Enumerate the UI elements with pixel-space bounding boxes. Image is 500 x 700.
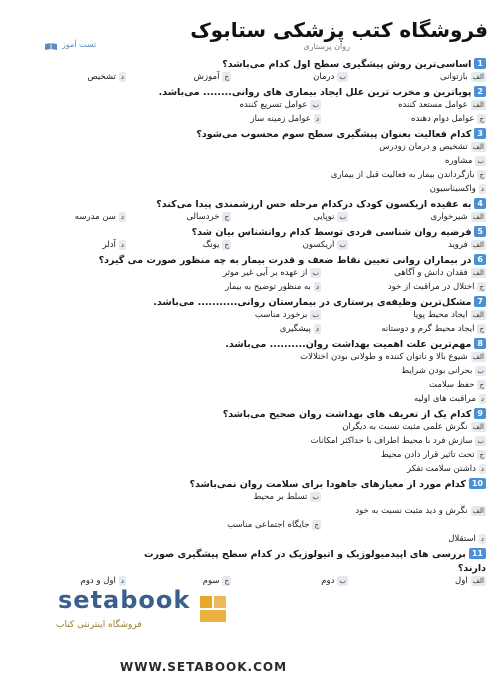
- question-list: [12, 58, 486, 590]
- options-row: [12, 240, 486, 254]
- options-row: [12, 72, 486, 86]
- question-6: [12, 254, 486, 268]
- option-d[interactable]: د آدلر: [102, 240, 124, 250]
- option-a[interactable]: الف شیرخواری: [430, 212, 484, 222]
- option-d[interactable]: د اول و دوم: [80, 576, 124, 586]
- question-text: اساسی‌ترین روش پیشگیری سطح اول کدام می‌باشد؟: [222, 59, 472, 70]
- option-a[interactable]: الف فقدان دانش و آگاهی: [394, 268, 484, 278]
- question-text: بررسی های اپیدمیولوژیک و اتیولوژیک در کدام سطح پیشگیری صورت: [143, 549, 466, 560]
- option-d[interactable]: د واکسیناسیون: [429, 184, 484, 194]
- option-d[interactable]: د سن مدرسه: [74, 212, 124, 222]
- option-a[interactable]: الف اول: [455, 576, 484, 586]
- option-d[interactable]: د پیشگیری: [279, 324, 319, 334]
- option-b[interactable]: ب مشاوره: [445, 156, 484, 166]
- option-b[interactable]: ب درمان: [313, 72, 346, 82]
- option-b[interactable]: ب سازش فرد با محیط اطراف با حداکثر امکانات: [310, 436, 484, 446]
- option-b[interactable]: ب از عهده بر آیی غیر موثر: [222, 268, 319, 278]
- options-row: [12, 324, 486, 338]
- question-7: [12, 296, 486, 310]
- question-number: 7: [474, 296, 486, 307]
- option-c[interactable]: ج حفظ سلامت: [429, 380, 484, 390]
- option-b[interactable]: ب نوپایی: [313, 212, 346, 222]
- page-header: [0, 0, 500, 56]
- question-text: کدام مورد از معیارهای جاهودا برای سلامت روان نمی‌باشد؟: [189, 479, 466, 490]
- option-a[interactable]: الف تشخیص و درمان زودرس: [379, 142, 484, 152]
- option-d[interactable]: د داشتن سلامت تفکر: [407, 464, 484, 474]
- question-11-continued: دارند؟: [457, 563, 486, 574]
- options-row: [12, 520, 486, 534]
- options-row: [12, 114, 486, 128]
- option-b[interactable]: ب دوم: [321, 576, 346, 586]
- question-number: 8: [474, 338, 486, 349]
- question-number: 11: [469, 548, 486, 559]
- option-a[interactable]: الف بازتوانی: [440, 72, 484, 82]
- question-number: 10: [469, 478, 486, 489]
- watermark-name: setabook: [58, 586, 191, 614]
- option-c[interactable]: ج عوامل دوام دهنده: [410, 114, 484, 124]
- page-title: فروشگاه کتب پزشکی ستابوک: [190, 18, 488, 42]
- question-11: [12, 548, 486, 562]
- question-3: [12, 128, 486, 142]
- question-text: کدام فعالیت بعنوان پیشگیری سطح سوم محسوب می‌شود؟: [196, 129, 472, 140]
- question-text: پویاترین و مخرب ترین علل ایجاد بیماری های روانی........ می‌باشد.: [158, 87, 472, 98]
- option-b[interactable]: ب برخورد مناسب: [254, 310, 319, 320]
- option-d[interactable]: د تشخیص: [87, 72, 124, 82]
- option-c[interactable]: ج اختلال در مراقبت از خود: [387, 282, 484, 292]
- question-10: [12, 478, 486, 492]
- question-text: مشکل‌ترین وظیفه‌ی پرستاری در بیمارستان روانی........... می‌باشد.: [153, 297, 472, 308]
- question-2: [12, 86, 486, 100]
- question-number: 5: [474, 226, 486, 237]
- option-d[interactable]: د عوامل زمینه ساز: [250, 114, 319, 124]
- option-a[interactable]: الف عوامل مستعد کننده: [398, 100, 484, 110]
- option-a[interactable]: الف ایجاد محیط پویا: [413, 310, 484, 320]
- option-c[interactable]: ج آموزش: [193, 72, 229, 82]
- option-b[interactable]: ب تسلط بر محیط: [253, 492, 319, 502]
- option-d[interactable]: د استقلال: [448, 534, 484, 544]
- question-number: 2: [474, 86, 486, 97]
- options-row: [12, 310, 486, 324]
- option-b[interactable]: ب اریکسون: [302, 240, 346, 250]
- question-9: [12, 408, 486, 422]
- option-c[interactable]: ج خردسالی: [186, 212, 229, 222]
- page-subtitle: روان پرستاری: [303, 42, 350, 51]
- option-a[interactable]: الف شیوع بالا و ناتوان کننده و طولانی بودن اختلالات: [300, 352, 484, 362]
- question-number: 6: [474, 254, 486, 265]
- question-8: [12, 338, 486, 352]
- option-c[interactable]: ج یونگ: [202, 240, 229, 250]
- watermark-tagline: فروشگاه اینترنتی کتاب: [56, 620, 142, 630]
- options-row: [12, 282, 486, 296]
- question-4: [12, 198, 486, 212]
- question-5: [12, 226, 486, 240]
- option-c[interactable]: ج بازگرداندن بیمار به فعالیت قبل از بیماری: [330, 170, 484, 180]
- question-number: 3: [474, 128, 486, 139]
- question-number: 1: [474, 58, 486, 69]
- question-text: فرضیه روان شناسی فردی توسط کدام روانشناس بیان شد؟: [191, 227, 472, 238]
- option-c[interactable]: ج سوم: [202, 576, 229, 586]
- option-a[interactable]: الف نگرش و دید مثبت نسبت به خود: [355, 506, 484, 516]
- question-text: کدام یک از تعریف های بهداشت روان صحیح می‌باشد؟: [222, 409, 472, 420]
- option-d[interactable]: د به منظور توضیح به بیمار: [225, 282, 319, 292]
- option-a[interactable]: الف فروید: [447, 240, 484, 250]
- question-number: 4: [474, 198, 486, 209]
- option-b[interactable]: ب عوامل تسریع کننده: [239, 100, 319, 110]
- question-number: 9: [474, 408, 486, 419]
- option-b[interactable]: ب بحرانی بودن شرایط: [401, 366, 484, 376]
- option-c[interactable]: ج ایجاد محیط گرم و دوستانه: [381, 324, 484, 334]
- question-text: به عقیده اریکسون کودک درکدام مرحله حس ارزشمندی پیدا می‌کند؟: [156, 199, 472, 210]
- question-text: مهم‌ترین علت اهمیت بهداشت روان.......... می‌باشد.: [225, 339, 472, 350]
- option-a[interactable]: الف نگرش علمی مثبت نسبت به دیگران: [342, 422, 484, 432]
- book-icon: [44, 42, 58, 51]
- options-row: [12, 212, 486, 226]
- option-d[interactable]: د مراقبت های اولیه: [413, 394, 484, 404]
- question-text: در بیماران روانی تعیین نقاط ضعف و قدرت بیمار به چه منظور صورت می گیرد؟: [98, 255, 472, 266]
- question-1: [12, 58, 486, 72]
- options-row: [12, 492, 486, 506]
- option-c[interactable]: ج تحت تاثیر قرار دادن محیط: [380, 450, 484, 460]
- site-url[interactable]: WWW.SETABOOK.COM: [120, 660, 288, 674]
- watermark-logo: [18, 584, 248, 644]
- option-c[interactable]: ج جایگاه اجتماعی مناسب: [227, 520, 319, 530]
- options-row: [12, 268, 486, 282]
- logo-text: تست آموز: [62, 40, 97, 49]
- options-row: [12, 100, 486, 114]
- store-logo-icon: [198, 594, 236, 626]
